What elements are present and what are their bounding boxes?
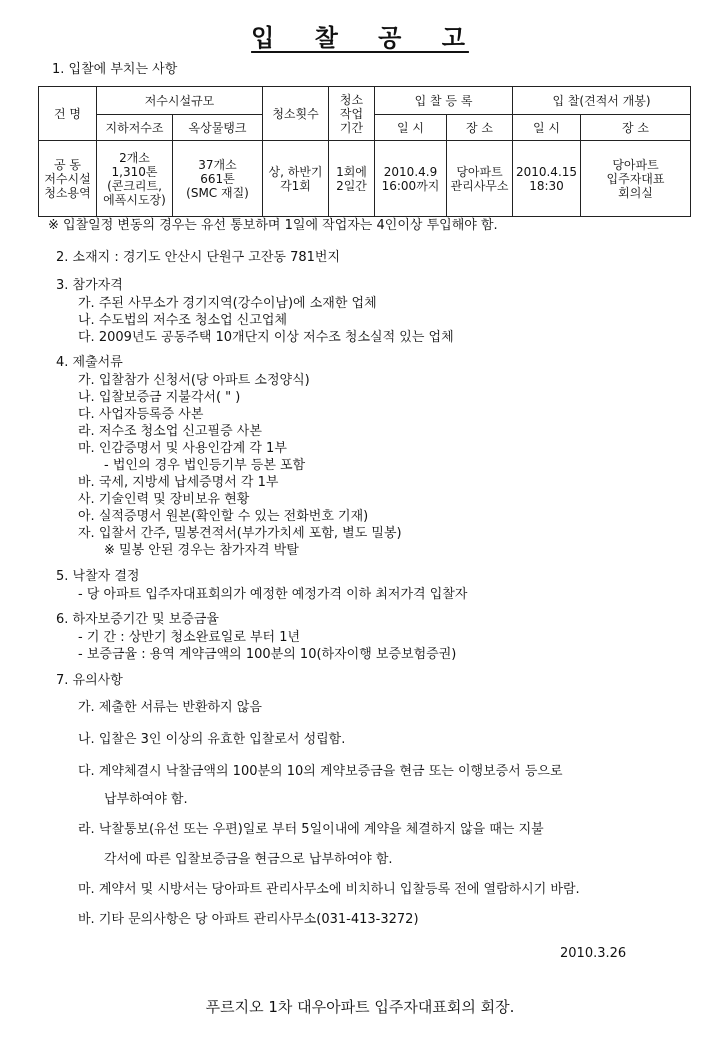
list-item: - 법인의 경우 법인등기부 등본 포함 (104, 458, 306, 473)
section6-heading: 6. 하자보증기간 및 보증금율 (56, 612, 219, 627)
list-item: 가. 입찰참가 신청서(당 아파트 소정양식) (78, 373, 310, 388)
list-item: 다. 2009년도 공동주택 10개단지 이상 저수조 청소실적 있는 업체 (78, 330, 454, 345)
signature: 푸르지오 1차 대우아파트 입주자대표회의 회장. (205, 998, 515, 1016)
bid-table (38, 86, 691, 217)
list-item: 가. 주된 사무소가 경기지역(강수이남)에 소재한 업체 (78, 296, 377, 311)
list-item: 가. 제출한 서류는 반환하지 않음 (78, 700, 262, 715)
cell-bid-datetime: 2010.4.15 18:30 (513, 141, 581, 217)
list-item: 마. 인감증명서 및 사용인감계 각 1부 (78, 441, 287, 456)
page-title: 입 찰 공 고 (251, 24, 469, 52)
section1-heading: 1. 입찰에 부치는 사항 (52, 62, 178, 77)
list-item: 바. 기타 문의사항은 당 아파트 관리사무소(031-413-3272) (78, 912, 419, 927)
cell-bid-place: 당아파트 입주자대표 회의실 (581, 141, 691, 217)
cell-rooftop: 37개소 661톤 (SMC 재질) (173, 141, 263, 217)
section7-heading: 7. 유의사항 (56, 673, 123, 688)
header-facility: 저수시설규모 (97, 87, 263, 115)
list-item: 다. 사업자등록증 사본 (78, 407, 204, 422)
header-registration: 입 찰 등 록 (375, 87, 513, 115)
list-item: 자. 입찰서 간주, 밀봉견적서(부가가치세 포함, 별도 밀봉) (78, 526, 402, 541)
notice-date: 2010.3.26 (560, 946, 627, 961)
header-bid-datetime: 일 시 (513, 115, 581, 141)
section5-heading: 5. 낙찰자 결정 (56, 569, 140, 584)
list-item: 나. 수도법의 저수조 청소업 신고업체 (78, 313, 288, 328)
list-item: 아. 실적증명서 원본(확인할 수 있는 전화번호 기재) (78, 509, 369, 524)
cell-reg-datetime: 2010.4.9 16:00까지 (375, 141, 447, 217)
list-item: 각서에 따른 입찰보증금을 현금으로 납부하여야 함. (104, 852, 393, 867)
cell-clean-count: 상, 하반기 각1회 (263, 141, 329, 217)
schedule-note: ※ 입찰일정 변동의 경우는 유선 통보하며 1일에 작업자는 4인이상 투입해야 함. (48, 218, 498, 233)
cell-reg-place: 당아파트 관리사무소 (447, 141, 513, 217)
list-item: 나. 입찰은 3인 이상의 유효한 입찰로서 성립함. (78, 732, 346, 747)
list-item: 납부하여야 함. (104, 792, 188, 807)
section3-heading: 3. 참가자격 (56, 278, 123, 293)
list-item: - 기 간 : 상반기 청소완료일로 부터 1년 (78, 630, 301, 645)
header-rooftop: 옥상물탱크 (173, 115, 263, 141)
header-bid-place: 장 소 (581, 115, 691, 141)
location: 2. 소재지 : 경기도 안산시 단원구 고잔동 781번지 (56, 250, 341, 265)
header-name: 건 명 (39, 87, 97, 141)
header-work-period: 청소 작업 기간 (329, 87, 375, 141)
list-item: 마. 계약서 및 시방서는 당아파트 관리사무소에 비치하니 입찰등록 전에 열람하시기 바람. (78, 882, 580, 897)
header-underground: 지하저수조 (97, 115, 173, 141)
header-reg-datetime: 일 시 (375, 115, 447, 141)
header-reg-place: 장 소 (447, 115, 513, 141)
list-item: 다. 계약체결시 낙찰금액의 100분의 10의 계약보증금을 현금 또는 이행보증서 등으로 (78, 764, 563, 779)
list-item: 라. 낙찰통보(유선 또는 우편)일로 부터 5일이내에 계약을 체결하지 않을 때는 지불 (78, 822, 544, 837)
list-item: 나. 입찰보증금 지불각서( " ) (78, 390, 241, 405)
section4-heading: 4. 제출서류 (56, 355, 123, 370)
cell-name: 공 동 저수시설 청소용역 (39, 141, 97, 217)
list-item: - 당 아파트 입주자대표회의가 예정한 예정가격 이하 최저가격 입찰자 (78, 587, 468, 602)
list-item: 바. 국세, 지방세 납세증명서 각 1부 (78, 475, 279, 490)
list-item: 라. 저수조 청소업 신고필증 사본 (78, 424, 262, 439)
list-item: - 보증금율 : 용역 계약금액의 100분의 10(하자이행 보증보험증권) (78, 647, 457, 662)
header-bid-opening: 입 찰(견적서 개봉) (513, 87, 691, 115)
list-item: 사. 기술인력 및 장비보유 현황 (78, 492, 250, 507)
cell-work-period: 1회에 2일간 (329, 141, 375, 217)
list-item: ※ 밀봉 안된 경우는 참가자격 박탈 (104, 543, 299, 558)
header-clean-count: 청소횟수 (263, 87, 329, 141)
cell-underground: 2개소 1,310톤 (콘크리트, 에폭시도장) (97, 141, 173, 217)
